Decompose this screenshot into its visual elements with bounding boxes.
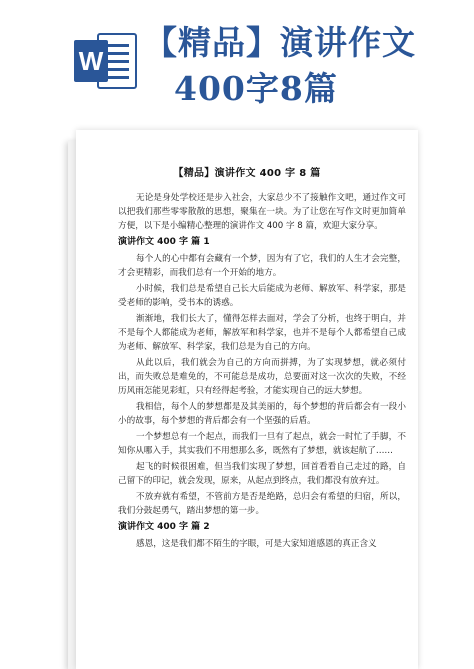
banner-title: [144, 20, 474, 112]
paragraph-4: 从此以后，我们就会为自己的方向而拼搏，为了实现梦想，就必须付出，而失败总是难免的，不可能总是成功，总要面对这一次次的失败，不经历风雨怎能见彩虹，只有经得起考验，才能实现自己的远大梦想。: [118, 358, 406, 396]
paragraph-8: 不放弃就有希望，不管前方是否是绝路，总归会有希望的归宿，所以，我们分鼓起勇气，踏出梦想的第一步。: [118, 492, 406, 516]
document-page: [76, 130, 418, 669]
paragraph-7: 起飞的时候很困难，但当我们实现了梦想，回首看看自己走过的路，自己留下的印记，就会发现，原来，从起点到终点，我们都没有放弃过。: [118, 462, 406, 486]
header-banner: [0, 0, 474, 118]
document-title: 【精品】演讲作文 400 字 8 篇: [173, 168, 321, 179]
intro-paragraph: 无论是身处学校还是步入社会，大家总少不了接触作文吧，通过作文可以把我们那些零零散散的思想，聚集在一块。为了让您在写作文时更加简单方便，以下是小编精心整理的演讲作文 400 字 8 篇，欢迎大家分享。: [118, 193, 406, 231]
svg-text:W: W: [78, 46, 104, 76]
paragraph-2: 小时候，我们总是希望自己长大后能成为老师、解放军、科学家，那是受老师的影响，受书本的诱惑。: [118, 284, 406, 308]
paragraph-3: 渐渐地，我们长大了，懂得怎样去面对，学会了分析，也终于明白，并不是每个人都能成为老师，解放军和科学家，也并不是每个人都希望自己成为老师、解放军、科学家，我们总是为自己的方向。: [118, 314, 406, 352]
section-heading-2: 演讲作文 400 字 篇 2: [118, 522, 210, 532]
section-heading-1: 演讲作文 400 字 篇 1: [118, 237, 210, 247]
banner-title-line1: 【精品】演讲作文: [144, 23, 416, 62]
paragraph-6: 一个梦想总有一个起点，而我们一旦有了起点，就会一时忙了手脚，不知你从哪入手，其实我们不用想那么多，既然有了梦想，就该起航了……: [118, 432, 406, 456]
paragraph-1: 每个人的心中都有会藏有一个梦，因为有了它，我们的人生才会完整，才会更精彩，而我们总有一个开始的地方。: [118, 254, 406, 278]
word-document-icon: [72, 28, 138, 94]
paragraph-5: 我相信，每个人的梦想都是及其美丽的，每个梦想的背后都会有一段小小的故事，每个梦想的背后都会有一个坚强的后盾。: [118, 402, 406, 426]
paragraph-9: 感恩，这是我们都不陌生的字眼，可是大家知道感恩的真正含义: [136, 539, 377, 549]
banner-title-line2: 400字8篇: [174, 69, 338, 108]
